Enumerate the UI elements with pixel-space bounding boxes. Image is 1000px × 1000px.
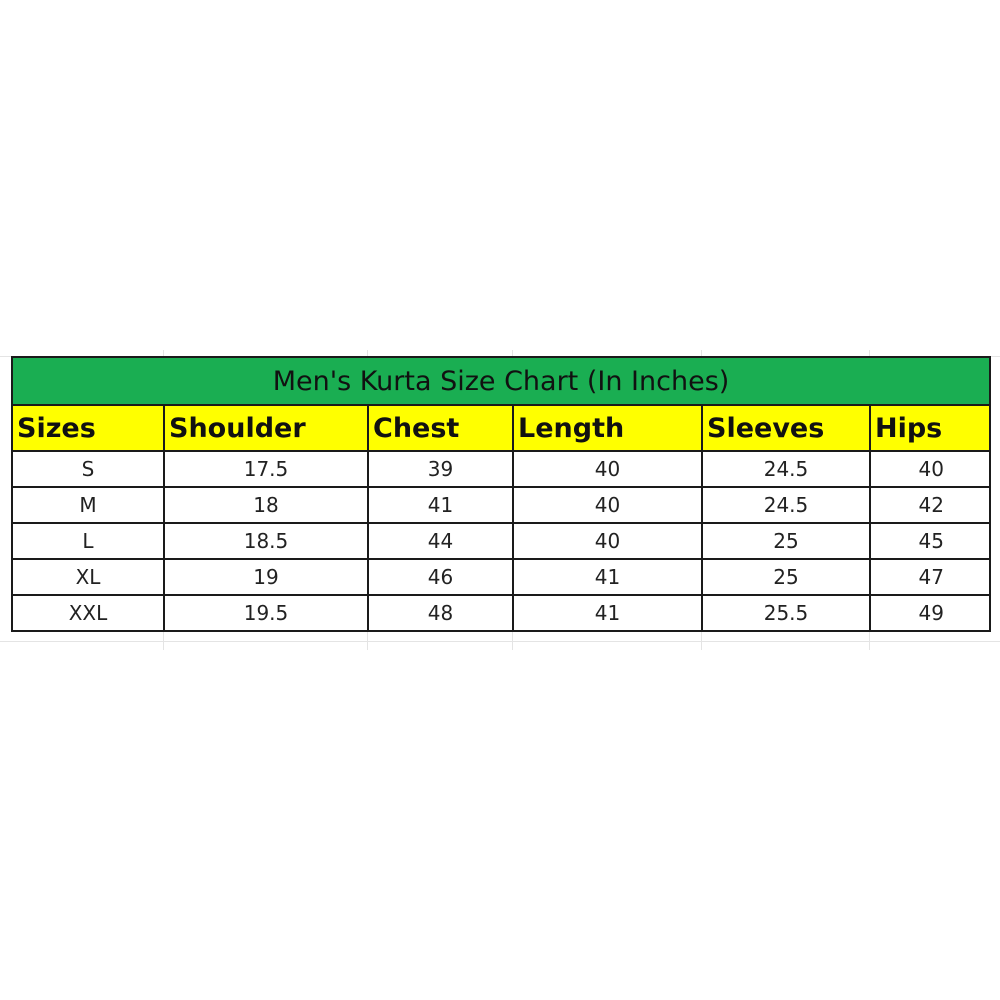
table-row [12,487,990,523]
column-header-shoulder: Shoulder [164,405,368,451]
sleeves-cell: 25 [702,559,870,595]
shoulder-cell: 18.5 [164,523,368,559]
chest-cell: 46 [368,559,513,595]
shoulder-cell: 17.5 [164,451,368,487]
column-header-length: Length [513,405,702,451]
length-cell: 41 [513,595,702,631]
chest-cell: 48 [368,595,513,631]
sleeves-cell: 25 [702,523,870,559]
size-chart-table [11,356,991,632]
hips-cell: 49 [870,595,990,631]
length-cell: 40 [513,523,702,559]
shoulder-cell: 18 [164,487,368,523]
chest-cell: 41 [368,487,513,523]
table-title: Men's Kurta Size Chart (In Inches) [12,357,990,405]
size-cell: XL [12,559,164,595]
table-row [12,451,990,487]
header-row [12,405,990,451]
length-cell: 40 [513,451,702,487]
hips-cell: 47 [870,559,990,595]
shoulder-cell: 19.5 [164,595,368,631]
title-row [12,357,990,405]
sleeves-cell: 25.5 [702,595,870,631]
length-cell: 40 [513,487,702,523]
length-cell: 41 [513,559,702,595]
hips-cell: 42 [870,487,990,523]
size-cell: S [12,451,164,487]
table-row [12,559,990,595]
column-header-sizes: Sizes [12,405,164,451]
sleeves-cell: 24.5 [702,451,870,487]
table-row [12,595,990,631]
sleeves-cell: 24.5 [702,487,870,523]
chest-cell: 39 [368,451,513,487]
hips-cell: 45 [870,523,990,559]
size-cell: XXL [12,595,164,631]
gridline [0,641,1000,642]
hips-cell: 40 [870,451,990,487]
chest-cell: 44 [368,523,513,559]
column-header-chest: Chest [368,405,513,451]
column-header-hips: Hips [870,405,990,451]
shoulder-cell: 19 [164,559,368,595]
size-cell: M [12,487,164,523]
size-cell: L [12,523,164,559]
table-row [12,523,990,559]
column-header-sleeves: Sleeves [702,405,870,451]
